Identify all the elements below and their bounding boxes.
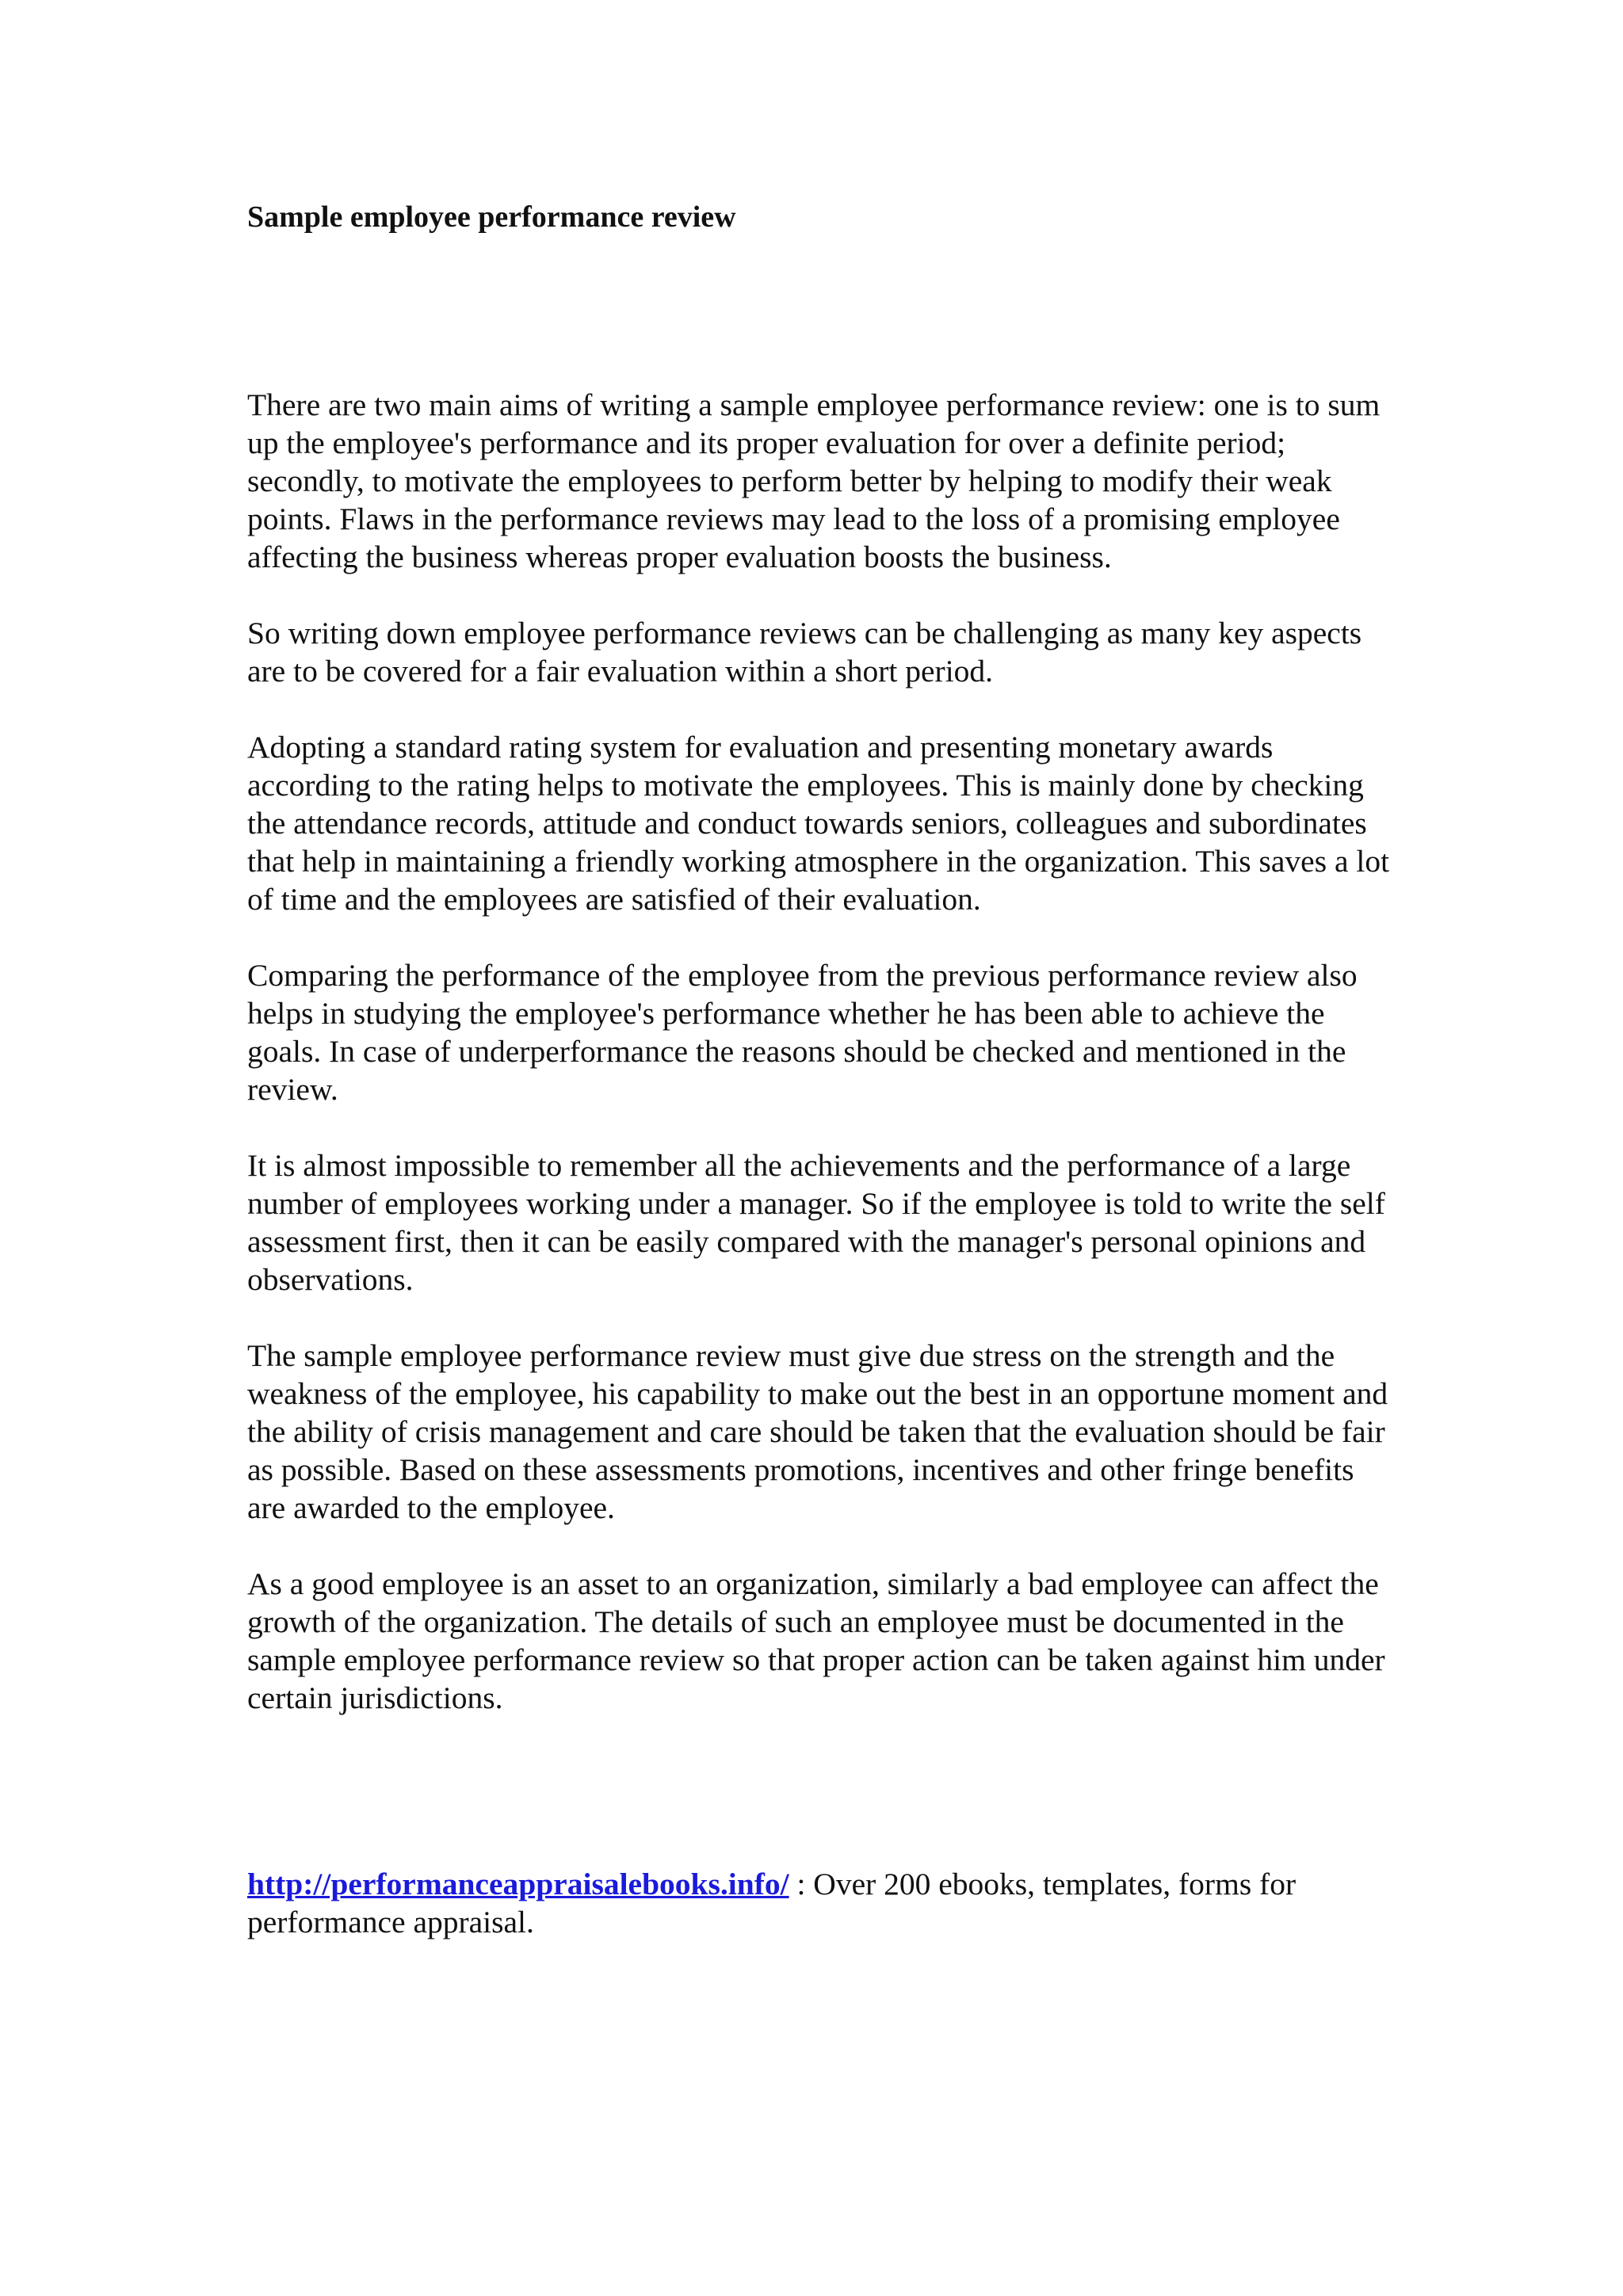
document-body: [247, 386, 1396, 1755]
paragraph-6: The sample employee performance review must give due stress on the strength and the weakness of the employee, his capability to make out the best in an opportune moment and the ability of crisis management and care should be taken that the evaluation should be fair as possible. Based on these assessments promotions, incentives and other fringe benefits are awarded to the employee.: [247, 1338, 1388, 1525]
footer-description: : Over 200 ebooks, templates, forms for performance appraisal.: [247, 1867, 1296, 1939]
footer-note: [247, 1865, 1396, 1941]
paragraph-1: There are two main aims of writing a sample employee performance review: one is to sum up the employee's performance and its proper evaluation for over a definite period; secondly, to motivate the employees to perform better by helping to modify their weak points. Flaws in the performance reviews may lead to the loss of a promising employee affecting the business whereas proper evaluation boosts the business.: [247, 387, 1381, 574]
paragraph-5: It is almost impossible to remember all the achievements and the performance of a large number of employees working under a manager. So if the employee is told to write the self assessment first, then it can be easily compared with the manager's personal opinions and observations.: [247, 1148, 1385, 1297]
paragraph-4: Comparing the performance of the employee from the previous performance review also helps in studying the employee's performance whether he has been able to achieve the goals. In case of underperformance the reasons should be checked and mentioned in the review.: [247, 958, 1358, 1107]
paragraph-7: As a good employee is an asset to an organization, similarly a bad employee can affect the growth of the organization. The details of such an employee must be documented in the sample employee performance review so that proper action can be taken against him under certain jurisdictions.: [247, 1566, 1385, 1715]
document-title: Sample employee performance review: [247, 200, 736, 234]
ebooks-link[interactable]: http://performanceappraisalebooks.info/: [247, 1867, 789, 1901]
paragraph-2: So writing down employee performance reviews can be challenging as many key aspects are to be covered for a fair evaluation within a short period.: [247, 616, 1362, 688]
paragraph-3: Adopting a standard rating system for evaluation and presenting monetary awards according to the rating helps to motivate the employees. This is mainly done by checking the attendance records, attitude and conduct towards seniors, colleagues and subordinates that help in maintaining a friendly working atmosphere in the organization. This saves a lot of time and the employees are satisfied of their evaluation.: [247, 730, 1390, 917]
